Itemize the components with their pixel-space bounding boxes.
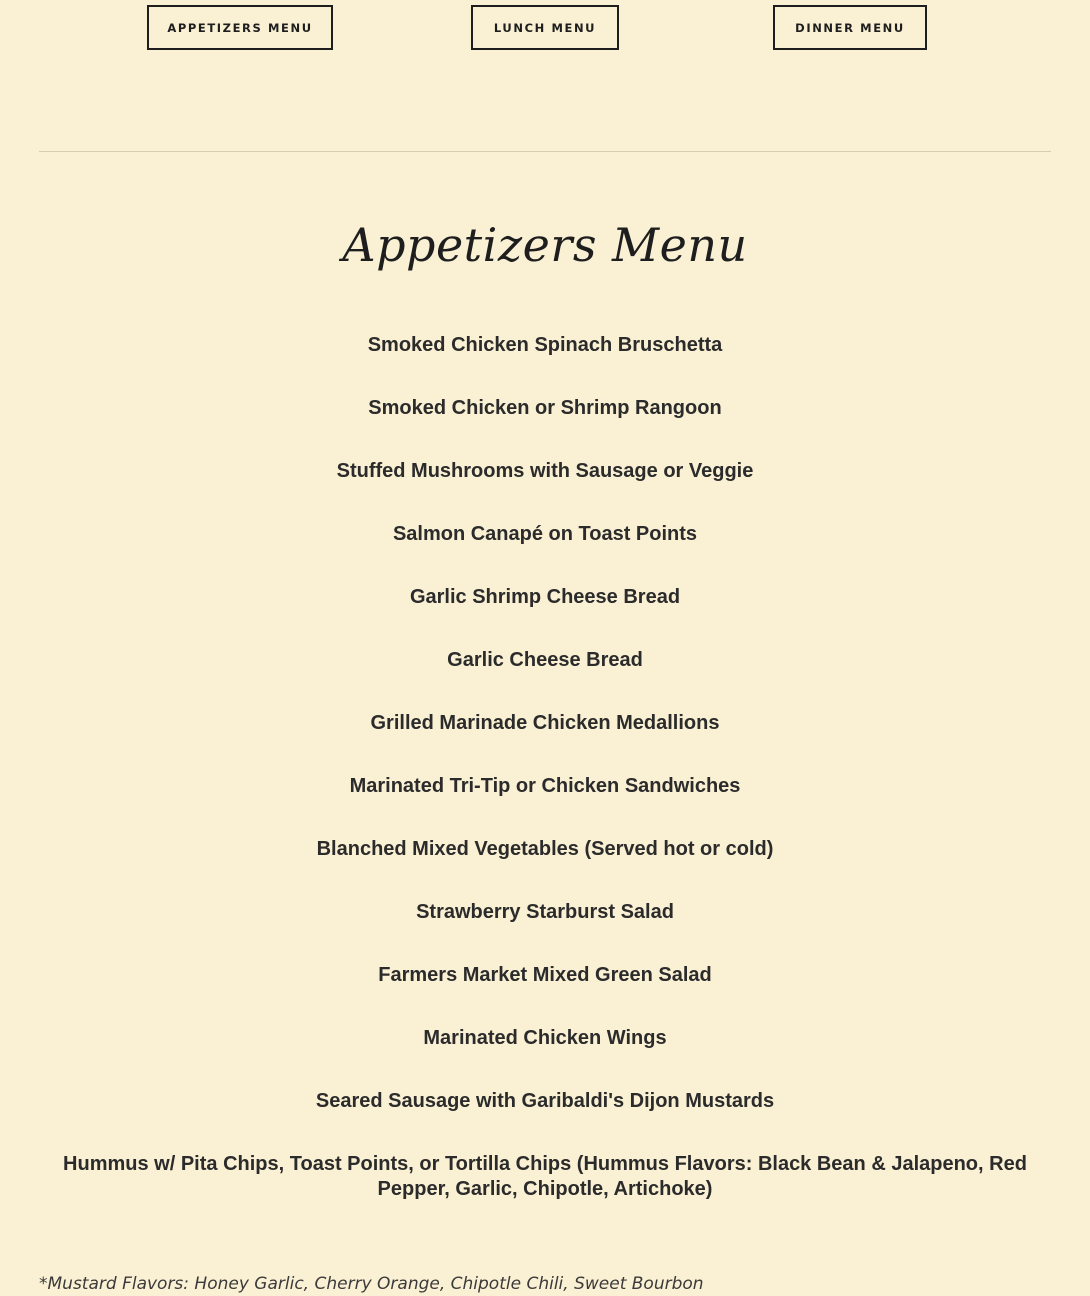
appetizers-menu-button[interactable]: APPETIZERS MENU bbox=[147, 5, 333, 50]
menu-item: Smoked Chicken Spinach Bruschetta bbox=[367, 334, 723, 356]
mustard-footnote: *Mustard Flavors: Honey Garlic, Cherry Orange, Chipotle Chili, Sweet Bourbon bbox=[39, 1274, 704, 1294]
menu-item: Salmon Canapé on Toast Points bbox=[392, 523, 698, 545]
menu-item: Marinated Chicken Wings bbox=[423, 1027, 667, 1049]
dinner-menu-button[interactable]: DINNER MENU bbox=[773, 5, 927, 50]
menu-item: Hummus w/ Pita Chips, Toast Points, or Tortilla Chips (Hummus Flavors: Black Bean & Jalapeno, Red Pepper, Garlic, Chipotle, Artichoke) bbox=[63, 1153, 1027, 1200]
menu-item: Stuffed Mushrooms with Sausage or Veggie bbox=[336, 460, 754, 482]
menu-item: Garlic Shrimp Cheese Bread bbox=[409, 586, 681, 608]
menu-item: Marinated Tri-Tip or Chicken Sandwiches bbox=[349, 775, 741, 797]
menu-item-list bbox=[40, 333, 1050, 1202]
menu-title: Appetizers Menu bbox=[342, 218, 748, 272]
menu-item: Strawberry Starburst Salad bbox=[416, 901, 674, 923]
menu-item: Blanched Mixed Vegetables (Served hot or cold) bbox=[316, 838, 774, 860]
menu-item: Farmers Market Mixed Green Salad bbox=[378, 964, 712, 986]
menu-item: Seared Sausage with Garibaldi's Dijon Mustards bbox=[315, 1090, 775, 1112]
section-divider bbox=[39, 151, 1051, 152]
menu-nav bbox=[0, 5, 1090, 50]
lunch-menu-button[interactable]: LUNCH MENU bbox=[471, 5, 619, 50]
menu-item: Smoked Chicken or Shrimp Rangoon bbox=[368, 397, 722, 419]
menu-item: Grilled Marinade Chicken Medallions bbox=[370, 712, 720, 734]
menu-item: Garlic Cheese Bread bbox=[447, 649, 643, 671]
